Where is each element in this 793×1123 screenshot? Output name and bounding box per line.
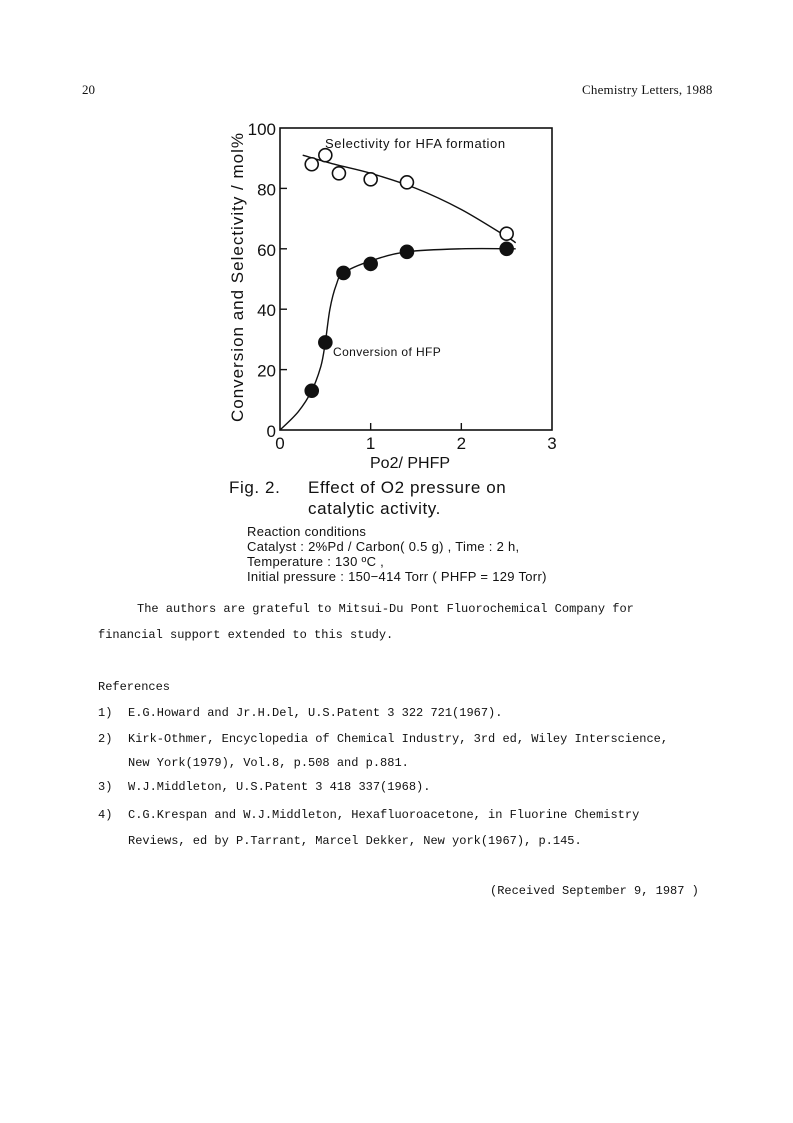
page-number: 20 bbox=[82, 82, 95, 97]
reference-number: 3) bbox=[98, 780, 113, 794]
data-point-filled bbox=[500, 242, 513, 255]
journal-header: Chemistry Letters, 1988 bbox=[582, 82, 713, 97]
series-label: Selectivity for HFA formation bbox=[325, 136, 506, 151]
data-point-open bbox=[400, 176, 413, 189]
y-tick-label: 100 bbox=[247, 120, 276, 139]
x-tick-label: 3 bbox=[547, 434, 557, 453]
x-axis-label: Po2/ PHFP bbox=[370, 455, 451, 472]
reference-text: New York(1979), Vol.8, p.508 and p.881. bbox=[128, 756, 409, 770]
x-tick-label: 0 bbox=[275, 434, 285, 453]
data-point-filled bbox=[319, 336, 332, 349]
y-tick-label: 40 bbox=[257, 301, 276, 321]
reference-text: C.G.Krespan and W.J.Middleton, Hexafluoroacetone, in Fluorine Chemistry bbox=[128, 808, 640, 822]
x-tick-label: 1 bbox=[365, 434, 376, 453]
data-point-open bbox=[332, 167, 345, 180]
conditions-pressure: Initial pressure : 150−414 Torr ( PHFP = 129 Torr) bbox=[247, 569, 547, 584]
data-point-filled bbox=[400, 245, 413, 258]
data-point-open bbox=[500, 227, 513, 240]
series-curve bbox=[280, 249, 516, 430]
reference-text: Kirk-Othmer, Encyclopedia of Chemical Industry, 3rd ed, Wiley Interscience, bbox=[128, 732, 669, 746]
data-point-open bbox=[305, 158, 318, 171]
series-label: Conversion of HFP bbox=[333, 345, 442, 359]
y-tick-label: 20 bbox=[257, 361, 276, 381]
conditions-catalyst: Catalyst : 2%Pd / Carbon( 0.5 g) , Time : 2 h, bbox=[247, 539, 520, 554]
x-tick-label: 2 bbox=[456, 434, 467, 453]
data-point-filled bbox=[305, 384, 318, 397]
figure-label: Fig. 2. bbox=[229, 478, 281, 497]
conditions-temperature: Temperature : 130 ºC , bbox=[247, 554, 385, 569]
reference-number: 4) bbox=[98, 808, 113, 822]
received-date: (Received September 9, 1987 ) bbox=[490, 884, 699, 898]
reference-text: W.J.Middleton, U.S.Patent 3 418 337(1968). bbox=[128, 780, 431, 794]
y-tick-label: 0 bbox=[266, 422, 276, 441]
reference-text: Reviews, ed by P.Tarrant, Marcel Dekker, New york(1967), p.145. bbox=[128, 834, 582, 848]
acknowledgement-line1: The authors are grateful to Mitsui-Du Pont Fluorochemical Company for bbox=[137, 602, 634, 616]
figure-title-line2: catalytic activity. bbox=[308, 499, 441, 518]
y-tick-label: 80 bbox=[257, 180, 276, 200]
plot-frame bbox=[280, 128, 552, 430]
references-heading: References bbox=[98, 680, 171, 694]
reference-text: E.G.Howard and Jr.H.Del, U.S.Patent 3 322 721(1967). bbox=[128, 706, 503, 720]
y-axis-label: Conversion and Selectivity / mol% bbox=[228, 131, 247, 423]
conditions-heading: Reaction conditions bbox=[247, 524, 367, 539]
figure-title-line1: Effect of O2 pressure on bbox=[308, 478, 507, 497]
acknowledgement-line2: financial support extended to this study. bbox=[98, 628, 394, 642]
data-point-filled bbox=[364, 257, 377, 270]
reference-number: 2) bbox=[98, 732, 113, 746]
y-tick-label: 60 bbox=[257, 240, 276, 260]
data-point-filled bbox=[337, 266, 350, 279]
reference-number: 1) bbox=[98, 706, 113, 720]
data-point-open bbox=[364, 173, 377, 186]
